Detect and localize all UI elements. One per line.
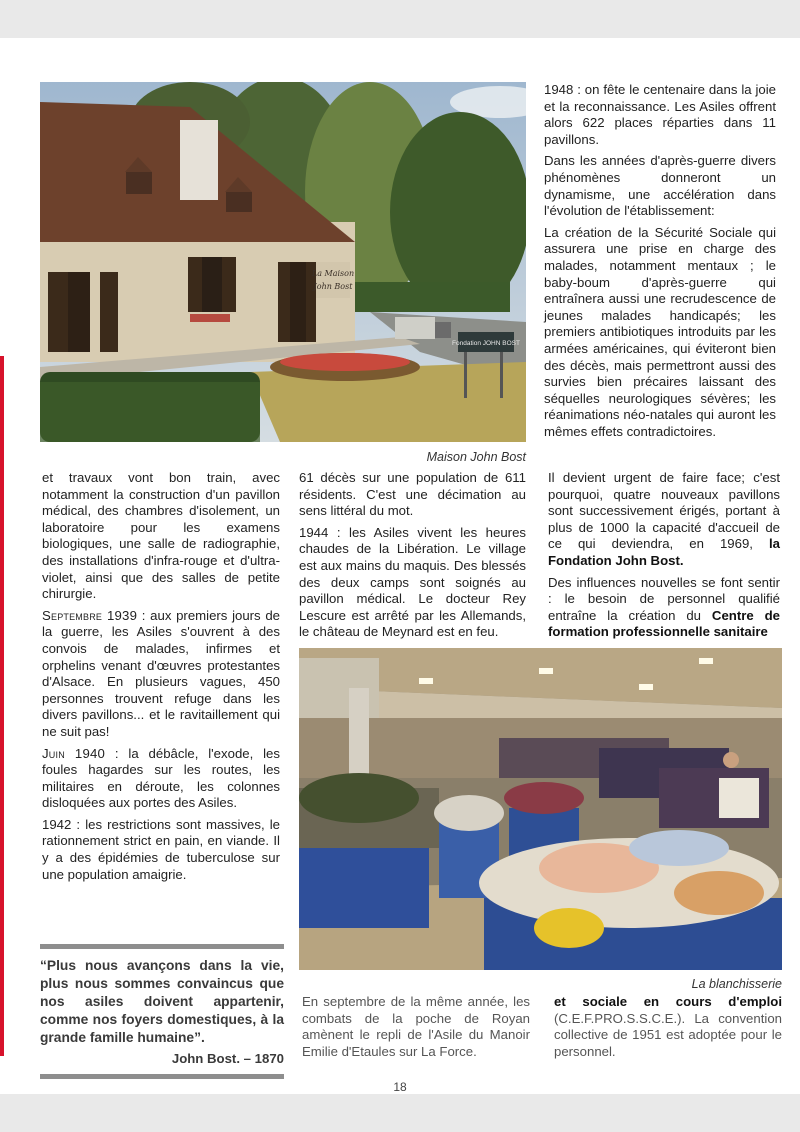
cefpro-text: (C.E.F.PRO.S.S.C.E.). La convention collective de 1951 est adoptée pour le personnel. bbox=[554, 1010, 782, 1059]
left-column bbox=[42, 470, 280, 888]
quote-top-rule bbox=[40, 944, 284, 949]
paragraph-septembre-1939 bbox=[42, 608, 280, 741]
cefpro-bold-text: et sociale en cours d'emploi bbox=[554, 994, 782, 1009]
right-column-mid bbox=[548, 470, 780, 646]
red-margin-mark bbox=[0, 356, 4, 1056]
house-photo-caption: Maison John Bost bbox=[426, 450, 526, 464]
quote-text: “Plus nous avançons dans la vie, plus nous sommes convaincus que nos asiles doivent appartenir, comme nos foyers domestiques, à la grande famille humaine”. bbox=[40, 958, 284, 1045]
paragraph-cefpro bbox=[554, 994, 782, 1060]
paragraph-post-war: Dans les années d'après-guerre divers phénomènes donneront un dynamisme, une accélération dans l'évolution de l'établissement: bbox=[544, 153, 776, 219]
quote-bottom-rule bbox=[40, 1074, 284, 1079]
page bbox=[0, 38, 800, 1094]
paragraph-securite-sociale: La création de la Sécurité Sociale qui assurera une prise en charge des malades, notamment mentaux ; le baby-boum d'après-guerre qui entraînera aussi une recrudescence de jeunes malades handicapés; les premiers antibiotiques introduits par les armées américaines, qui éviteront bien des décès, mais permettront aussi des survies bien précaires laissant des séquelles neurologiques sévères; les réanimations néo-natales qui auront les mêmes effets contradictoires. bbox=[544, 224, 776, 439]
text-septembre-1939: : aux premiers jours de la guerre, les Asiles s'ouvrent à des convois de malades, infirmes et orphelins venant d'œuvres protestantes d'Alsace. En plusieurs vagues, 450 personnes trouvent refuge dans les divers pavillons... et le ravitaillement qui ne suit pas! bbox=[42, 607, 280, 739]
paragraph-royan: En septembre de la même année, les combats de la poche de Royan amènent le repli de l'Asile du Manoir Emilie d'Etaules sur La Force. bbox=[302, 994, 530, 1059]
house-photo bbox=[40, 82, 526, 442]
date-label-juin-1940: Juin 1940 bbox=[42, 745, 106, 761]
text-juin-1940: : la débâcle, l'exode, les foules hagardes sur les routes, les militaires en déroute, les colonnes disloquées aux portes des Asiles. bbox=[42, 745, 280, 811]
paragraph-influences bbox=[548, 575, 780, 641]
paragraph-1942: 1942 : les restrictions sont massives, le rationnement strict en pain, en viande. Il y a des épidémies de tuberculose sur une population amaigrie. bbox=[42, 816, 280, 882]
paragraph-61-deces: 61 décès sur une population de 611 résidents. C'est une décimation au sens littéral du mot. bbox=[299, 470, 526, 519]
fondation-name: la Fondation John Bost. bbox=[548, 536, 780, 568]
paragraph-fondation bbox=[548, 470, 780, 570]
right-column-top bbox=[544, 82, 776, 445]
quote-author: John Bost. – 1870 bbox=[171, 1051, 284, 1066]
wall-sign-line2: John Bost bbox=[313, 282, 353, 291]
text-fondation: Il devient urgent de faire face; c'est pourquoi, quatre nouveaux pavillons sont successivement érigés, portant à plus de 1000 la capacité d'accueil de ce qui deviendra, en 1969, bbox=[548, 470, 780, 552]
bottom-middle-column bbox=[302, 994, 530, 1065]
paragraph-juin-1940 bbox=[42, 746, 280, 812]
middle-column bbox=[299, 470, 526, 646]
laundry-photo-caption: La blanchisserie bbox=[691, 977, 782, 991]
quote-box bbox=[40, 944, 284, 1079]
paragraph-1944: 1944 : les Asiles vivent les heures chaudes de la Libération. Le village est aux mains du maquis. Des blessés des deux camps sont soignés au pavillon médical. Le docteur Rey Lescure est arrêté par les Allemands, le château de Meynard est en feu. bbox=[299, 524, 526, 640]
paragraph-1948: 1948 : on fête le centenaire dans la joie et la reconnaissance. Les Asiles offrent alors 622 places réparties dans 11 pavillons. bbox=[544, 82, 776, 147]
text-influences: Des influences nouvelles se font sentir : le besoin de personnel qualifié entraîne la création du bbox=[548, 574, 780, 623]
paragraph-travaux: et travaux vont bon train, avec notamment la construction d'un pavillon médical, des chambres d'isolement, un laboratoire pour les examens biologiques, une salle de radiographie, des installations d'infra-rouge et d'ultra-violet, ainsi que des salles de petite chirurgie. bbox=[42, 470, 280, 602]
page-number: 18 bbox=[393, 1080, 407, 1094]
date-label-septembre-1939: Septembre 1939 bbox=[42, 607, 138, 623]
wall-sign-line1: La Maison bbox=[311, 269, 355, 278]
road-sign-text: Fondation JOHN BOST bbox=[452, 340, 520, 347]
bottom-right-column bbox=[554, 994, 782, 1065]
laundry-photo bbox=[299, 648, 782, 970]
centre-formation-name: Centre de formation professionnelle sanitaire bbox=[548, 607, 780, 640]
